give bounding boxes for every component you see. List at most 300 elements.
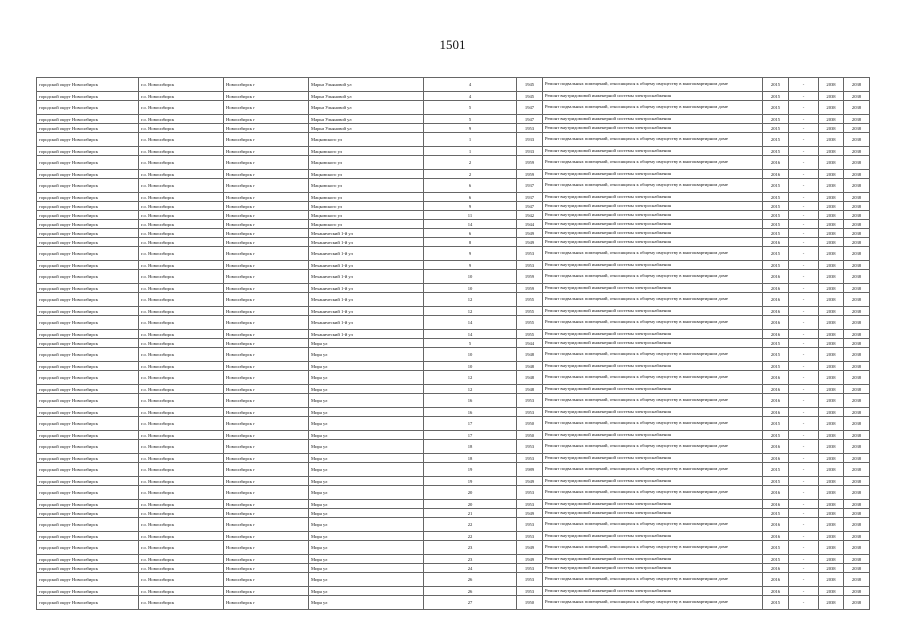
cell-year-from: 2038 [819, 385, 844, 394]
cell-build-year: 1949 [517, 477, 543, 486]
cell-year-to: 2038 [844, 179, 870, 193]
cell-settlement: г.о. Новосибирск [139, 92, 224, 101]
cell-city: Новосибирск г [224, 202, 309, 211]
cell-house: 6 [424, 229, 517, 238]
cell-street: Механический 1-й ул [309, 238, 424, 247]
cell-house: 10 [424, 284, 517, 293]
cell-year-from: 2038 [819, 486, 844, 500]
cell-city: Новосибирск г [224, 293, 309, 307]
cell-district: городской округ Новосибирск [37, 147, 139, 156]
cell-year-plan: 2016 [763, 564, 789, 573]
cell-year-to: 2038 [844, 587, 870, 596]
cell-settlement: г.о. Новосибирск [139, 220, 224, 229]
cell-dash: - [789, 486, 819, 500]
cell-street: Мира ул [309, 477, 424, 486]
cell-house: 12 [424, 293, 517, 307]
cell-settlement: г.о. Новосибирск [139, 229, 224, 238]
cell-street: Мира ул [309, 454, 424, 463]
cell-dash: - [789, 261, 819, 270]
cell-district: городской округ Новосибирск [37, 362, 139, 371]
cell-city: Новосибирск г [224, 179, 309, 193]
cell-district: городской округ Новосибирск [37, 431, 139, 440]
cell-work-type: Ремонт подвальных помещений, относящихся к общему имуществу в многоквартирном доме [543, 518, 763, 532]
cell-year-from: 2038 [819, 500, 844, 509]
cell-dash: - [789, 408, 819, 417]
cell-year-to: 2038 [844, 440, 870, 454]
cell-year-to: 2038 [844, 532, 870, 541]
cell-year-to: 2038 [844, 509, 870, 518]
cell-year-from: 2038 [819, 564, 844, 573]
cell-year-to: 2038 [844, 339, 870, 348]
cell-city: Новосибирск г [224, 307, 309, 316]
table-row [37, 362, 870, 371]
cell-dash: - [789, 509, 819, 518]
cell-build-year: 1989 [517, 463, 543, 477]
cell-year-plan: 2016 [763, 270, 789, 284]
cell-street: Марьи Ульяновой ул [309, 101, 424, 115]
cell-house: 1 [424, 133, 517, 147]
cell-house: 9 [424, 261, 517, 270]
table-row [37, 564, 870, 573]
cell-year-to: 2038 [844, 247, 870, 261]
cell-street: Мира ул [309, 509, 424, 518]
cell-dash: - [789, 156, 819, 170]
cell-year-from: 2038 [819, 371, 844, 385]
cell-build-year: 1950 [517, 417, 543, 431]
cell-dash: - [789, 339, 819, 348]
cell-district: городской округ Новосибирск [37, 307, 139, 316]
cell-work-type: Ремонт подвальных помещений, относящихся к общему имуществу в многоквартирном доме [543, 293, 763, 307]
cell-city: Новосибирск г [224, 394, 309, 408]
cell-year-to: 2038 [844, 431, 870, 440]
cell-dash: - [789, 555, 819, 564]
cell-year-plan: 2015 [763, 509, 789, 518]
cell-district: городской округ Новосибирск [37, 339, 139, 348]
cell-work-type: Ремонт внутридомовой инженерной системы электроснабжения [543, 147, 763, 156]
cell-dash: - [789, 573, 819, 587]
cell-street: Мира ул [309, 500, 424, 509]
cell-district: городской округ Новосибирск [37, 284, 139, 293]
table-row [37, 509, 870, 518]
cell-settlement: г.о. Новосибирск [139, 486, 224, 500]
cell-year-from: 2038 [819, 307, 844, 316]
cell-house: 22 [424, 518, 517, 532]
cell-year-to: 2038 [844, 394, 870, 408]
cell-house: 17 [424, 431, 517, 440]
cell-street: Механический 1-й ул [309, 284, 424, 293]
cell-city: Новосибирск г [224, 385, 309, 394]
cell-build-year: 1947 [517, 101, 543, 115]
cell-house: 11 [424, 211, 517, 220]
cell-year-from: 2038 [819, 124, 844, 133]
cell-city: Новосибирск г [224, 211, 309, 220]
cell-house: 22 [424, 532, 517, 541]
cell-year-from: 2038 [819, 293, 844, 307]
cell-work-type: Ремонт внутридомовой инженерной системы электроснабжения [543, 307, 763, 316]
cell-build-year: 1959 [517, 284, 543, 293]
cell-work-type: Ремонт внутридомовой инженерной системы электроснабжения [543, 238, 763, 247]
cell-year-from: 2038 [819, 541, 844, 555]
cell-work-type: Ремонт внутридомовой инженерной системы электроснабжения [543, 261, 763, 270]
cell-dash: - [789, 431, 819, 440]
cell-year-to: 2038 [844, 385, 870, 394]
cell-work-type: Ремонт внутридомовой инженерной системы электроснабжения [543, 477, 763, 486]
cell-settlement: г.о. Новосибирск [139, 78, 224, 92]
cell-settlement: г.о. Новосибирск [139, 596, 224, 610]
cell-street: Мацковского ул [309, 170, 424, 179]
cell-settlement: г.о. Новосибирск [139, 330, 224, 339]
cell-settlement: г.о. Новосибирск [139, 385, 224, 394]
cell-city: Новосибирск г [224, 486, 309, 500]
cell-city: Новосибирск г [224, 238, 309, 247]
cell-work-type: Ремонт подвальных помещений, относящихся к общему имуществу в многоквартирном доме [543, 417, 763, 431]
cell-work-type: Ремонт подвальных помещений, относящихся к общему имуществу в многоквартирном доме [543, 270, 763, 284]
cell-year-from: 2038 [819, 454, 844, 463]
cell-build-year: 1937 [517, 179, 543, 193]
cell-work-type: Ремонт подвальных помещений, относящихся к общему имуществу в многоквартирном доме [543, 596, 763, 610]
cell-district: городской округ Новосибирск [37, 78, 139, 92]
cell-build-year: 1948 [517, 348, 543, 362]
cell-city: Новосибирск г [224, 555, 309, 564]
cell-house: 20 [424, 486, 517, 500]
cell-year-to: 2038 [844, 518, 870, 532]
table-row [37, 147, 870, 156]
table-row [37, 179, 870, 193]
cell-year-to: 2038 [844, 573, 870, 587]
cell-year-from: 2038 [819, 518, 844, 532]
cell-settlement: г.о. Новосибирск [139, 307, 224, 316]
cell-settlement: г.о. Новосибирск [139, 270, 224, 284]
cell-settlement: г.о. Новосибирск [139, 316, 224, 330]
cell-year-plan: 2016 [763, 307, 789, 316]
cell-year-from: 2038 [819, 92, 844, 101]
cell-year-to: 2038 [844, 78, 870, 92]
cell-year-from: 2038 [819, 247, 844, 261]
cell-district: городской округ Новосибирск [37, 440, 139, 454]
cell-district: городской округ Новосибирск [37, 417, 139, 431]
cell-city: Новосибирск г [224, 477, 309, 486]
cell-city: Новосибирск г [224, 371, 309, 385]
cell-build-year: 1949 [517, 555, 543, 564]
cell-year-plan: 2015 [763, 417, 789, 431]
cell-district: городской округ Новосибирск [37, 454, 139, 463]
cell-year-plan: 2016 [763, 454, 789, 463]
cell-city: Новосибирск г [224, 156, 309, 170]
table-row [37, 348, 870, 362]
table-row [37, 518, 870, 532]
table-row [37, 211, 870, 220]
cell-year-plan: 2015 [763, 101, 789, 115]
cell-build-year: 1949 [517, 238, 543, 247]
cell-settlement: г.о. Новосибирск [139, 587, 224, 596]
cell-work-type: Ремонт подвальных помещений, относящихся к общему имуществу в многоквартирном доме [543, 101, 763, 115]
cell-city: Новосибирск г [224, 463, 309, 477]
table-row [37, 220, 870, 229]
cell-build-year: 1953 [517, 518, 543, 532]
cell-settlement: г.о. Новосибирск [139, 541, 224, 555]
cell-year-plan: 2015 [763, 477, 789, 486]
cell-district: городской округ Новосибирск [37, 92, 139, 101]
cell-district: городской округ Новосибирск [37, 509, 139, 518]
cell-street: Мацковского ул [309, 193, 424, 202]
cell-street: Мира ул [309, 518, 424, 532]
cell-district: городской округ Новосибирск [37, 518, 139, 532]
capital-repair-table [36, 77, 870, 610]
cell-city: Новосибирск г [224, 408, 309, 417]
cell-dash: - [789, 541, 819, 555]
cell-street: Мира ул [309, 339, 424, 348]
cell-year-plan: 2015 [763, 133, 789, 147]
cell-build-year: 1949 [517, 541, 543, 555]
cell-year-from: 2038 [819, 463, 844, 477]
cell-dash: - [789, 417, 819, 431]
cell-build-year: 1953 [517, 573, 543, 587]
cell-street: Марьи Ульяновой ул [309, 124, 424, 133]
cell-year-plan: 2015 [763, 193, 789, 202]
cell-dash: - [789, 179, 819, 193]
cell-year-from: 2038 [819, 316, 844, 330]
cell-work-type: Ремонт подвальных помещений, относящихся к общему имуществу в многоквартирном доме [543, 371, 763, 385]
cell-street: Механический 1-й ул [309, 316, 424, 330]
cell-year-from: 2038 [819, 202, 844, 211]
cell-house: 4 [424, 92, 517, 101]
cell-district: городской округ Новосибирск [37, 555, 139, 564]
cell-year-to: 2038 [844, 307, 870, 316]
cell-district: городской округ Новосибирск [37, 573, 139, 587]
cell-settlement: г.о. Новосибирск [139, 170, 224, 179]
cell-street: Мира ул [309, 408, 424, 417]
cell-year-from: 2038 [819, 133, 844, 147]
cell-city: Новосибирск г [224, 596, 309, 610]
cell-build-year: 1959 [517, 170, 543, 179]
cell-build-year: 1959 [517, 156, 543, 170]
cell-house: 5 [424, 115, 517, 124]
cell-dash: - [789, 532, 819, 541]
cell-year-to: 2038 [844, 541, 870, 555]
cell-work-type: Ремонт внутридомовой инженерной системы электроснабжения [543, 92, 763, 101]
cell-district: городской округ Новосибирск [37, 115, 139, 124]
cell-year-to: 2038 [844, 115, 870, 124]
cell-house: 27 [424, 596, 517, 610]
cell-street: Мира ул [309, 440, 424, 454]
cell-work-type: Ремонт подвальных помещений, относящихся к общему имуществу в многоквартирном доме [543, 440, 763, 454]
cell-district: городской округ Новосибирск [37, 193, 139, 202]
cell-year-from: 2038 [819, 179, 844, 193]
cell-work-type: Ремонт подвальных помещений, относящихся к общему имуществу в многоквартирном доме [543, 541, 763, 555]
cell-house: 12 [424, 307, 517, 316]
cell-work-type: Ремонт внутридомовой инженерной системы электроснабжения [543, 555, 763, 564]
cell-dash: - [789, 587, 819, 596]
cell-year-plan: 2016 [763, 330, 789, 339]
cell-house: 16 [424, 408, 517, 417]
cell-work-type: Ремонт подвальных помещений, относящихся к общему имуществу в многоквартирном доме [543, 463, 763, 477]
table-row [37, 247, 870, 261]
cell-year-from: 2038 [819, 261, 844, 270]
cell-city: Новосибирск г [224, 270, 309, 284]
cell-year-plan: 2016 [763, 156, 789, 170]
cell-city: Новосибирск г [224, 440, 309, 454]
table-row [37, 394, 870, 408]
cell-street: Мира ул [309, 532, 424, 541]
cell-dash: - [789, 463, 819, 477]
cell-city: Новосибирск г [224, 454, 309, 463]
cell-house: 16 [424, 394, 517, 408]
cell-district: городской округ Новосибирск [37, 316, 139, 330]
cell-year-plan: 2015 [763, 431, 789, 440]
cell-settlement: г.о. Новосибирск [139, 371, 224, 385]
cell-year-to: 2038 [844, 564, 870, 573]
cell-year-from: 2038 [819, 394, 844, 408]
cell-house: 1 [424, 147, 517, 156]
cell-build-year: 1955 [517, 307, 543, 316]
cell-build-year: 1953 [517, 247, 543, 261]
cell-street: Мацковского ул [309, 179, 424, 193]
table-row [37, 596, 870, 610]
cell-work-type: Ремонт внутридомовой инженерной системы электроснабжения [543, 229, 763, 238]
cell-year-to: 2038 [844, 202, 870, 211]
cell-street: Мира ул [309, 555, 424, 564]
cell-year-from: 2038 [819, 587, 844, 596]
cell-dash: - [789, 170, 819, 179]
cell-year-to: 2038 [844, 454, 870, 463]
cell-dash: - [789, 247, 819, 261]
cell-year-plan: 2016 [763, 573, 789, 587]
cell-work-type: Ремонт внутридомовой инженерной системы электроснабжения [543, 170, 763, 179]
cell-street: Мацковского ул [309, 156, 424, 170]
cell-year-to: 2038 [844, 229, 870, 238]
cell-year-plan: 2015 [763, 211, 789, 220]
cell-street: Мира ул [309, 596, 424, 610]
cell-house: 20 [424, 500, 517, 509]
cell-year-to: 2038 [844, 408, 870, 417]
cell-year-plan: 2015 [763, 555, 789, 564]
cell-work-type: Ремонт внутридомовой инженерной системы электроснабжения [543, 500, 763, 509]
cell-year-from: 2038 [819, 101, 844, 115]
cell-city: Новосибирск г [224, 247, 309, 261]
cell-year-to: 2038 [844, 463, 870, 477]
cell-year-from: 2038 [819, 555, 844, 564]
cell-house: 26 [424, 573, 517, 587]
cell-house: 2 [424, 170, 517, 179]
cell-district: городской округ Новосибирск [37, 541, 139, 555]
cell-work-type: Ремонт внутридомовой инженерной системы электроснабжения [543, 587, 763, 596]
cell-dash: - [789, 220, 819, 229]
cell-settlement: г.о. Новосибирск [139, 518, 224, 532]
cell-year-from: 2038 [819, 170, 844, 179]
cell-settlement: г.о. Новосибирск [139, 156, 224, 170]
table-row [37, 193, 870, 202]
cell-dash: - [789, 394, 819, 408]
cell-city: Новосибирск г [224, 541, 309, 555]
cell-city: Новосибирск г [224, 339, 309, 348]
cell-district: городской округ Новосибирск [37, 238, 139, 247]
cell-district: городской округ Новосибирск [37, 385, 139, 394]
table-row [37, 477, 870, 486]
cell-settlement: г.о. Новосибирск [139, 362, 224, 371]
cell-city: Новосибирск г [224, 564, 309, 573]
cell-year-plan: 2015 [763, 179, 789, 193]
cell-year-to: 2038 [844, 156, 870, 170]
cell-district: городской округ Новосибирск [37, 486, 139, 500]
cell-street: Мира ул [309, 486, 424, 500]
cell-dash: - [789, 133, 819, 147]
cell-house: 14 [424, 316, 517, 330]
cell-dash: - [789, 362, 819, 371]
cell-settlement: г.о. Новосибирск [139, 532, 224, 541]
cell-year-plan: 2015 [763, 147, 789, 156]
cell-settlement: г.о. Новосибирск [139, 440, 224, 454]
cell-settlement: г.о. Новосибирск [139, 293, 224, 307]
cell-settlement: г.о. Новосибирск [139, 477, 224, 486]
cell-year-plan: 2015 [763, 202, 789, 211]
cell-street: Мира ул [309, 385, 424, 394]
cell-street: Механический 1-й ул [309, 330, 424, 339]
cell-district: городской округ Новосибирск [37, 463, 139, 477]
table-row [37, 133, 870, 147]
cell-dash: - [789, 92, 819, 101]
table-row [37, 339, 870, 348]
cell-year-from: 2038 [819, 115, 844, 124]
cell-house: 18 [424, 440, 517, 454]
table-row [37, 463, 870, 477]
table-row [37, 330, 870, 339]
cell-dash: - [789, 596, 819, 610]
cell-settlement: г.о. Новосибирск [139, 463, 224, 477]
cell-build-year: 1945 [517, 92, 543, 101]
table-row [37, 92, 870, 101]
cell-city: Новосибирск г [224, 261, 309, 270]
cell-build-year: 1953 [517, 564, 543, 573]
cell-settlement: г.о. Новосибирск [139, 394, 224, 408]
cell-year-to: 2038 [844, 293, 870, 307]
cell-dash: - [789, 124, 819, 133]
cell-city: Новосибирск г [224, 431, 309, 440]
cell-work-type: Ремонт внутридомовой инженерной системы электроснабжения [543, 564, 763, 573]
table-row [37, 486, 870, 500]
cell-house: 6 [424, 179, 517, 193]
cell-settlement: г.о. Новосибирск [139, 454, 224, 463]
cell-street: Мацковского ул [309, 133, 424, 147]
cell-work-type: Ремонт внутридомовой инженерной системы электроснабжения [543, 124, 763, 133]
cell-settlement: г.о. Новосибирск [139, 500, 224, 509]
cell-street: Мацковского ул [309, 211, 424, 220]
cell-house: 12 [424, 371, 517, 385]
cell-dash: - [789, 284, 819, 293]
cell-city: Новосибирск г [224, 92, 309, 101]
cell-work-type: Ремонт внутридомовой инженерной системы электроснабжения [543, 330, 763, 339]
cell-year-plan: 2015 [763, 463, 789, 477]
cell-street: Мира ул [309, 394, 424, 408]
table-row [37, 408, 870, 417]
cell-house: 4 [424, 78, 517, 92]
cell-year-to: 2038 [844, 170, 870, 179]
cell-year-plan: 2015 [763, 261, 789, 270]
cell-district: городской округ Новосибирск [37, 101, 139, 115]
cell-house: 19 [424, 463, 517, 477]
cell-year-plan: 2015 [763, 247, 789, 261]
cell-build-year: 1953 [517, 486, 543, 500]
cell-build-year: 1955 [517, 293, 543, 307]
cell-house: 12 [424, 385, 517, 394]
cell-year-from: 2038 [819, 477, 844, 486]
cell-settlement: г.о. Новосибирск [139, 247, 224, 261]
cell-dash: - [789, 316, 819, 330]
cell-dash: - [789, 202, 819, 211]
cell-house: 9 [424, 247, 517, 261]
cell-house: 9 [424, 124, 517, 133]
table-row [37, 541, 870, 555]
cell-build-year: 1953 [517, 500, 543, 509]
